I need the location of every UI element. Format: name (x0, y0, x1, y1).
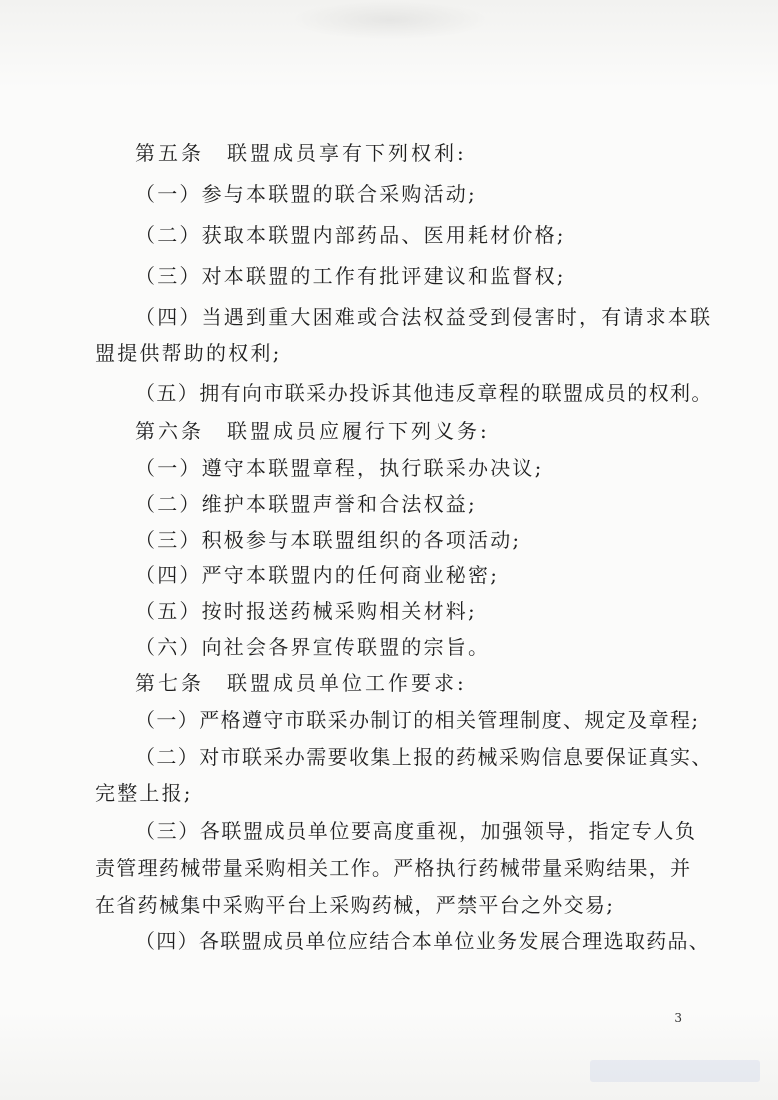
clause-line: （四）严守本联盟内的任何商业秘密; (135, 563, 500, 587)
clause-line: （一）严格遵守市联采办制订的相关管理制度、规定及章程; (135, 708, 700, 732)
continuation-line: 在省药械集中采购平台上采购药械，严禁平台之外交易; (95, 893, 615, 917)
clause-line: （二）维护本联盟声誉和合法权益; (135, 492, 477, 516)
article-7-heading: 第七条 联盟成员单位工作要求: (135, 671, 467, 695)
continuation-line: 盟提供帮助的权利; (95, 341, 282, 365)
continuation-line: 完整上报; (95, 781, 193, 805)
clause-line: （五）拥有向市联采办投诉其他违反章程的联盟成员的权利。 (135, 381, 713, 405)
page-number: 3 (674, 1011, 682, 1025)
clause-line: （三）对本联盟的工作有批评建议和监督权; (135, 264, 566, 288)
clause-line: （二）获取本联盟内部药品、医用耗材价格; (135, 223, 566, 247)
clause-line: （二）对市联采办需要收集上报的药械采购信息要保证真实、 (135, 745, 713, 769)
article-5-heading: 第五条 联盟成员享有下列权利: (135, 141, 467, 165)
clause-line: （一）参与本联盟的联合采购活动; (135, 182, 477, 206)
article-6-heading: 第六条 联盟成员应履行下列义务: (135, 419, 490, 443)
clause-line: （四）当遇到重大困难或合法权益受到侵害时，有请求本联 (135, 305, 713, 329)
clause-line: （三）积极参与本联盟组织的各项活动; (135, 528, 522, 552)
clause-line: （一）遵守本联盟章程，执行联采办决议; (135, 456, 544, 480)
clause-line: （三）各联盟成员单位要高度重视，加强领导，指定专人负 (135, 819, 697, 843)
clause-line: （六）向社会各界宣传联盟的宗旨。 (135, 635, 491, 659)
clause-line: （四）各联盟成员单位应结合本单位业务发展合理选取药品、 (135, 929, 711, 953)
continuation-line: 责管理药械带量采购相关工作。严格执行药械带量采购结果，并 (95, 856, 692, 880)
clause-line: （五）按时报送药械采购相关材料; (135, 599, 477, 623)
scan-watermark (590, 1060, 760, 1082)
scan-smudge (290, 0, 490, 40)
